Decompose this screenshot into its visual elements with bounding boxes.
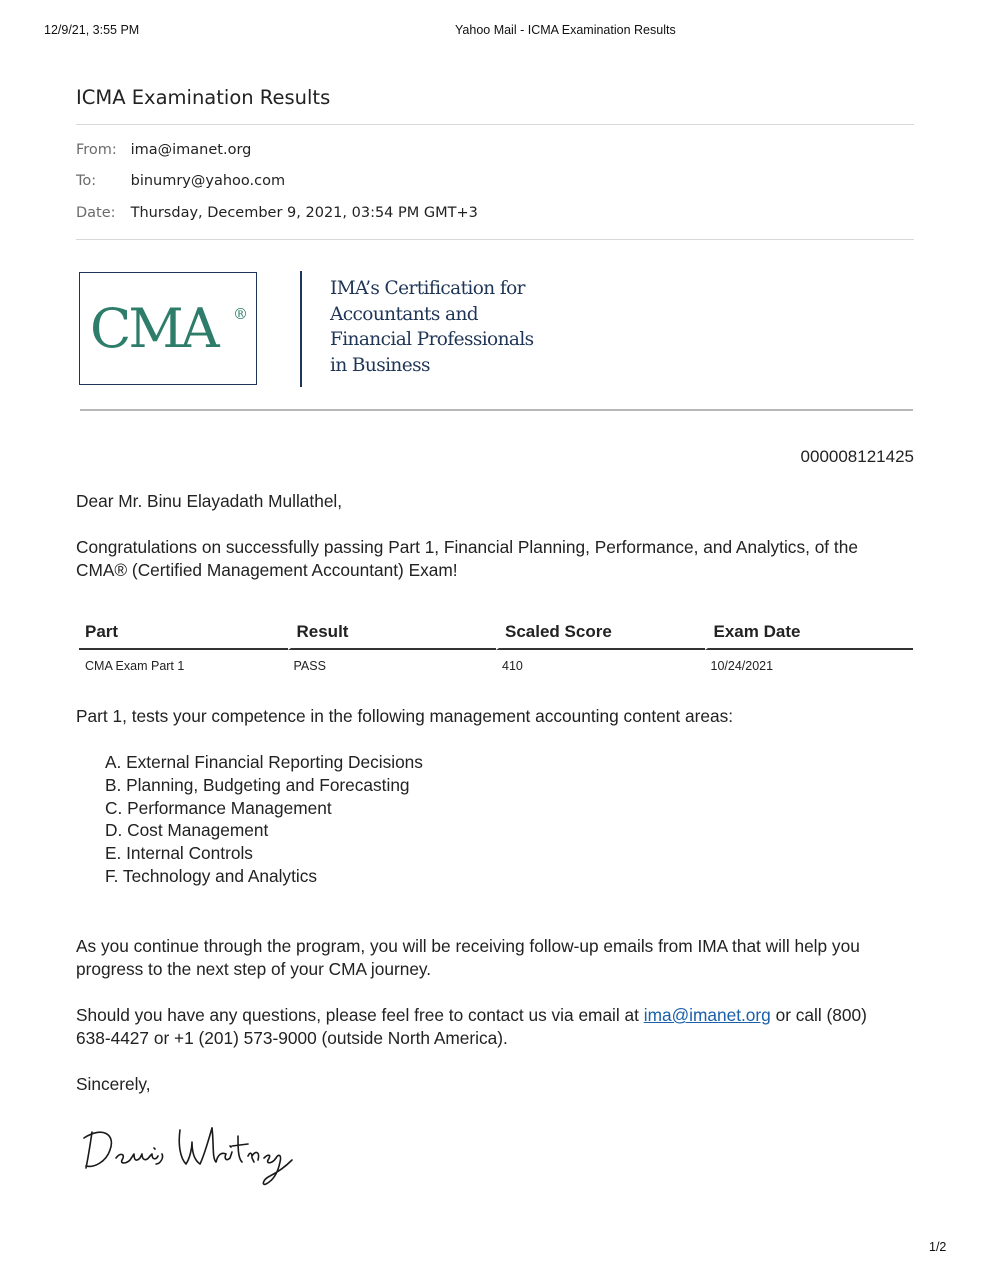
list-item: A. External Financial Reporting Decisions <box>105 752 423 772</box>
page-number: 1/2 <box>929 1240 947 1254</box>
print-page-title: Yahoo Mail - ICMA Examination Results <box>455 23 676 37</box>
date-row <box>76 205 478 221</box>
content-areas-list <box>105 751 423 888</box>
results-header-row <box>79 619 913 650</box>
table-row <box>79 650 913 677</box>
list-item: D. Cost Management <box>105 820 269 841</box>
results-table <box>79 619 913 677</box>
tagline-line: IMA’s Certification for <box>330 278 525 299</box>
from-address[interactable]: ima@imanet.org <box>130 142 252 158</box>
cell-part: CMA Exam Part 1 <box>85 659 185 673</box>
cma-logo-mark: CMA <box>90 297 217 360</box>
followup-paragraph: As you continue through the program, you will be receiving follow-up emails from IMA that will help you progress to the next step of your CMA journey. <box>76 936 860 979</box>
reference-number: 000008121425 <box>800 447 914 466</box>
contact-email-link[interactable]: ima@imanet.org <box>643 1005 771 1025</box>
email-subject: ICMA Examination Results <box>76 86 331 109</box>
list-item: B. Planning, Budgeting and Forecasting <box>105 774 410 795</box>
signature-image <box>80 1118 295 1188</box>
col-header-scaled-score: Scaled Score <box>496 619 705 650</box>
sent-date: Thursday, December 9, 2021, 03:54 PM GMT+3 <box>130 205 478 221</box>
from-row <box>76 142 251 158</box>
tagline-line: Financial Professionals <box>330 329 534 350</box>
contact-paragraph <box>76 1004 906 1050</box>
to-label: To: <box>76 173 97 189</box>
print-datetime: 12/9/21, 3:55 PM <box>44 23 140 37</box>
cell-scaled-score: 410 <box>502 659 523 673</box>
header-divider <box>76 124 914 125</box>
col-header-part: Part <box>79 619 288 650</box>
congratulations-paragraph: Congratulations on successfully passing Part 1, Financial Planning, Performance, and Analytics, of the CMA® (Certified Management Accountant) Exam! <box>76 537 858 580</box>
tagline-line: in Business <box>330 354 430 376</box>
to-address[interactable]: binumry@yahoo.com <box>130 173 286 189</box>
banner-divider <box>80 409 913 411</box>
contact-text-before: Should you have any questions, please feel free to contact us via email at <box>76 1005 644 1025</box>
cell-exam-date: 10/24/2021 <box>710 659 774 673</box>
list-item: E. Internal Controls <box>105 843 253 864</box>
to-row <box>76 173 285 189</box>
contact-text-after: or call (800) 638-4427 or +1 (201) 573-9000 (outside North America). <box>76 1005 867 1048</box>
registered-mark: ® <box>233 305 248 323</box>
logo-divider <box>300 271 302 387</box>
date-label: Date: <box>76 205 116 221</box>
cell-result: PASS <box>293 659 326 673</box>
cma-logo <box>79 272 257 385</box>
content-areas-intro: Part 1, tests your competence in the following management accounting content areas: <box>76 706 734 726</box>
tagline-line: Accountants and <box>330 303 479 325</box>
closing: Sincerely, <box>76 1074 151 1094</box>
list-item: C. Performance Management <box>105 797 332 818</box>
salutation: Dear Mr. Binu Elayadath Mullathel, <box>76 491 343 511</box>
list-item: F. Technology and Analytics <box>105 865 317 886</box>
logo-tagline <box>330 276 590 378</box>
from-label: From: <box>76 142 117 158</box>
meta-divider <box>76 239 914 240</box>
col-header-result: Result <box>288 619 497 650</box>
col-header-exam-date: Exam Date <box>705 619 914 650</box>
